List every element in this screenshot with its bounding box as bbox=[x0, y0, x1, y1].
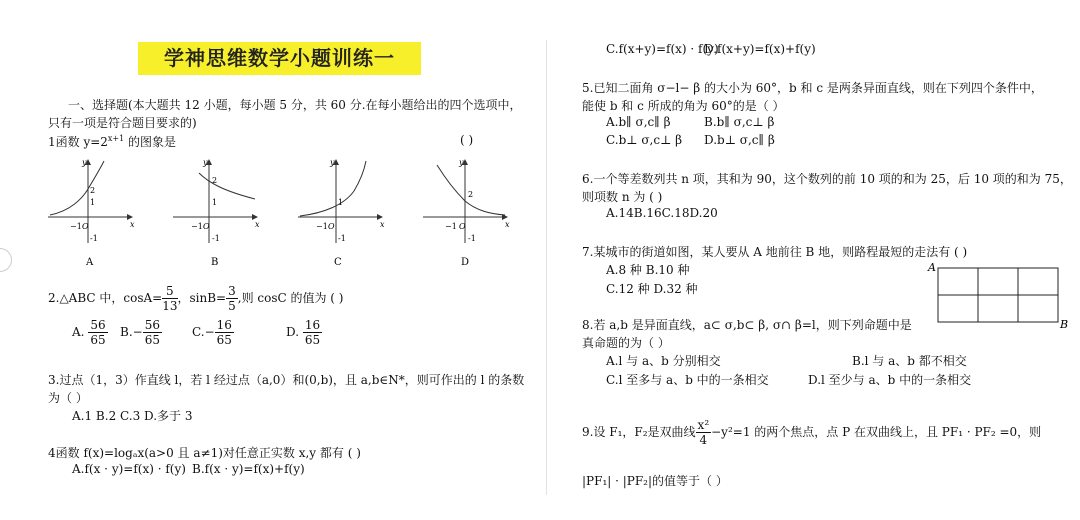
q2-option-c: C.− $\frac{16}{65}$ bbox=[192, 318, 232, 347]
column-divider bbox=[546, 40, 547, 495]
graph-a-axis-y: y bbox=[82, 158, 87, 167]
q8-line-1: 8.若 a,b 是异面直线，a⊂ σ,b⊂ β, σ∩ β=l，则下列命题中是 bbox=[582, 318, 912, 332]
q4-line-1: 4函数 f(x)=logₐx(a>0 且 a≠1)对任意正实数 x,y 都有 ( ) bbox=[48, 446, 361, 460]
intro-line-2: 只有一项是符合题目要求的) bbox=[48, 116, 197, 130]
q5-option-b: B.b∥ σ,c⊥ β bbox=[704, 115, 775, 129]
graph-c-axis-x: x bbox=[380, 220, 385, 229]
graph-c-origin: O bbox=[328, 222, 335, 231]
graph-b-label: B bbox=[211, 257, 219, 268]
q8-option-a: A.l 与 a、b 分别相交 bbox=[606, 354, 721, 368]
graph-d bbox=[423, 158, 510, 268]
graph-b-axis-y: y bbox=[203, 158, 208, 167]
graph-a-axis-x: x bbox=[130, 220, 135, 229]
graph-c-tick-neg1: −1 bbox=[316, 222, 328, 231]
q8-option-d: D.l 至少与 a、b 中的一条相交 bbox=[808, 373, 972, 387]
graph-a-origin: O bbox=[82, 222, 89, 231]
graph-c-label: C bbox=[334, 257, 342, 268]
q6-line-1: 6.一个等差数列共 n 项，其和为 90，这个数列的前 10 项的和为 25，后 10 项的和为 75， bbox=[582, 172, 1072, 186]
graph-a-tick-1: 1 bbox=[90, 198, 96, 207]
graph-a-tick-neg1: −1 bbox=[70, 222, 82, 231]
graph-c-curve bbox=[300, 161, 366, 216]
graph-a bbox=[48, 158, 135, 268]
graph-a-curve bbox=[50, 161, 104, 215]
graph-c-tick-1: 1 bbox=[338, 198, 344, 207]
graph-d-tick-m1: -1 bbox=[468, 234, 476, 243]
q8-line-2: 真命题的为（ ） bbox=[582, 336, 670, 350]
q4-option-b: B.f(x · y)=f(x)+f(y) bbox=[192, 462, 305, 476]
q5-option-a: A.b∥ σ,c∥ β bbox=[606, 115, 671, 129]
q2-option-b: B.− $\frac{56}{65}$ bbox=[120, 318, 160, 347]
q7-street-grid bbox=[926, 258, 1076, 338]
q2-option-d: D. $\frac{16}{65}$ bbox=[286, 318, 321, 347]
graph-d-origin: O bbox=[459, 222, 466, 231]
q1-stem: 1函数 $y=2^{x+1}$ 的图象是 bbox=[48, 134, 177, 149]
graph-b-tick-2: 2 bbox=[212, 176, 218, 185]
q2-option-a: A. $\frac{56}{65}$ bbox=[72, 318, 106, 347]
q5-option-d: D.b⊥ σ,c∥ β bbox=[704, 133, 775, 147]
graph-b-tick-1: 1 bbox=[212, 198, 218, 207]
graph-b-origin: O bbox=[203, 222, 210, 231]
q5-line-2: 能使 b 和 c 所成的角为 60°的是（ ） bbox=[582, 99, 785, 113]
graph-b-curve bbox=[199, 173, 255, 199]
q8-option-c: C.l 至多与 a、b 中的一条相交 bbox=[606, 373, 769, 387]
worksheet-title: 学神思维数学小题训练一 bbox=[138, 42, 421, 75]
graph-d-label: D bbox=[461, 257, 470, 268]
q2-stem: 2.△ABC 中，cosA= $\frac{5}{13}$ ，sinB= $\frac{3}{5}$ ,则 cosC 的值为 ( ) bbox=[48, 284, 344, 313]
q6-options: A.14B.16C.18D.20 bbox=[606, 206, 718, 220]
graph-b-tick-m1: -1 bbox=[212, 234, 220, 243]
graph-c-tick-m1: -1 bbox=[338, 234, 346, 243]
q4-option-d: D.f(x+y)=f(x)+f(y) bbox=[704, 42, 816, 56]
graph-d-axis-y: y bbox=[459, 158, 464, 167]
q6-line-2: 则项数 n 为 ( ) bbox=[582, 190, 663, 204]
q9-line-2: |PF₁| · |PF₂|的值等于（ ） bbox=[582, 474, 728, 488]
graph-a-tick-m1: -1 bbox=[90, 234, 98, 243]
intro-line-1: 一、选择题(本大题共 12 小题，每小题 5 分，共 60 分.在每小题给出的四个选项中， bbox=[68, 98, 522, 112]
q8-option-b: B.l 与 a、b 都不相交 bbox=[852, 354, 967, 368]
q7-options-1: A.8 种 B.10 种 bbox=[606, 263, 690, 277]
graph-d-tick-2: 2 bbox=[468, 190, 474, 199]
graph-d-tick-neg1: −1 bbox=[445, 222, 457, 231]
q5-line-1: 5.已知二面角 σ−l− β 的大小为 60°，b 和 c 是两条异面直线，则在下列四个条件中， bbox=[582, 81, 1043, 95]
graph-b-tick-neg1: −1 bbox=[191, 222, 203, 231]
graph-b-axis-x: x bbox=[255, 220, 260, 229]
q9-line-1: 9.设 F₁，F₂是双曲线 $\frac{\text{x²}}{4}$ −y²=1 的两个焦点，点 P 在双曲线上，且 PF₁ · PF₂ =0，则 bbox=[582, 418, 1042, 447]
q7-options-2: C.12 种 D.32 种 bbox=[606, 282, 698, 296]
graph-a-label: A bbox=[86, 257, 94, 268]
q1-answer-paren: ( ) bbox=[460, 133, 474, 147]
graph-b bbox=[173, 158, 260, 268]
q7-point-b: B bbox=[1060, 318, 1069, 331]
q4-option-a: A.f(x · y)=f(x) · f(y) bbox=[72, 462, 186, 476]
q4-option-c: C.f(x+y)=f(x) · f(y) bbox=[606, 42, 719, 56]
q3-line-2: 为（ ） bbox=[48, 391, 88, 405]
q7-line-1: 7.某城市的街道如图，某人要从 A 地前往 B 地，则路程最短的走法有 ( ) bbox=[582, 245, 968, 259]
page-nav-circle[interactable] bbox=[0, 248, 12, 272]
q7-point-a: A bbox=[928, 261, 936, 274]
q1-graphs bbox=[44, 155, 510, 270]
graph-c-axis-y: y bbox=[330, 158, 335, 167]
q3-options: A.1 B.2 C.3 D.多于 3 bbox=[72, 409, 193, 423]
graph-a-tick-2: 2 bbox=[90, 186, 96, 195]
q5-option-c: C.b⊥ σ,c⊥ β bbox=[606, 133, 683, 147]
graph-d-axis-x: x bbox=[505, 220, 510, 229]
q3-line-1: 3.过点（1，3）作直线 l，若 l 经过点（a,0）和(0,b)，且 a,b∈N*，则可作出的 l 的条数 bbox=[48, 373, 525, 387]
graph-c bbox=[298, 158, 385, 268]
